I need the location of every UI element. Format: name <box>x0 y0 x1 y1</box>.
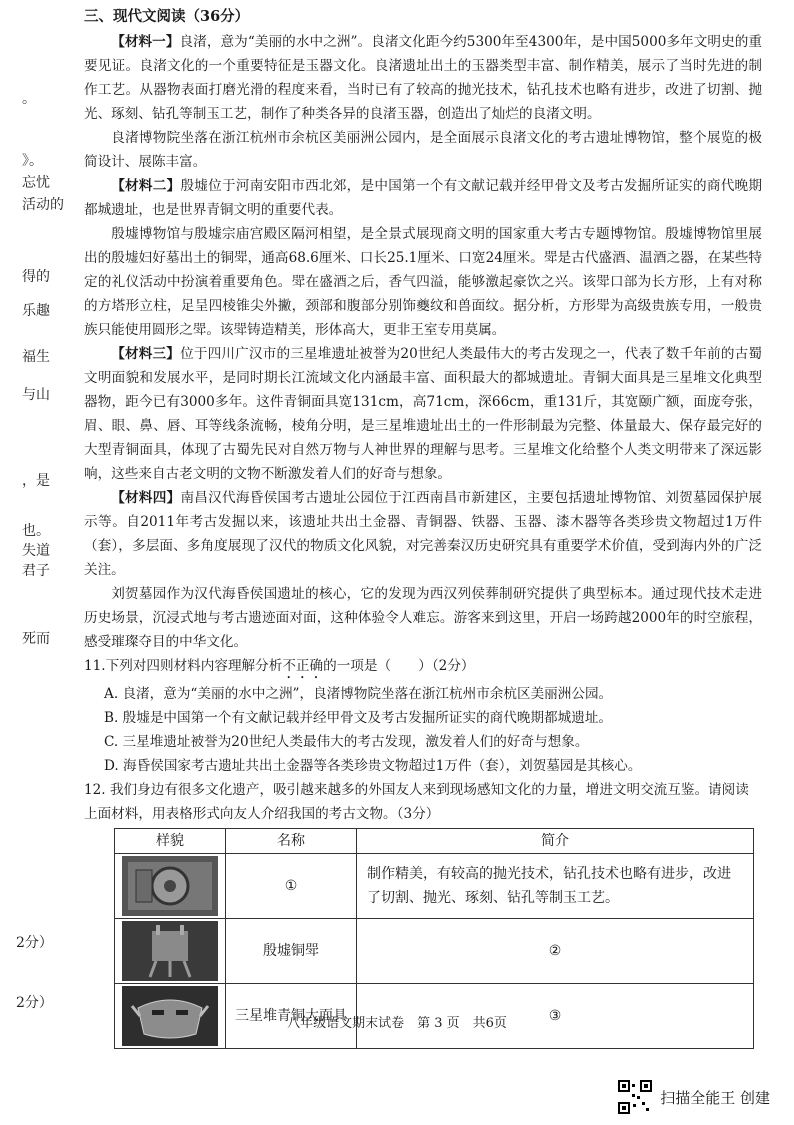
margin-fragment: 失道 <box>22 543 50 559</box>
material-paragraph <box>84 582 762 654</box>
material-label: 【材料一】 <box>111 34 180 50</box>
scanner-watermark <box>618 1080 770 1114</box>
material-label: 【材料四】 <box>111 490 181 506</box>
margin-fragment: 与山 <box>22 387 50 403</box>
margin-fragment: 。 <box>22 91 36 107</box>
section-title: 三、现代文阅读（36分） <box>84 8 250 25</box>
bronze-jia-image <box>122 921 218 981</box>
material-label: 【材料二】 <box>111 178 181 194</box>
material-text: 殷墟博物馆与殷墟宗庙宫殿区隔河相望，是全景式展现商文明的国家重大考古专题博物馆。殷墟博物馆里展出的殷墟妇好墓出土的铜斝，通高68.6厘米、口长25.1厘米、口宽24厘米。斝是古代盛酒、温酒之器，在某些特定的礼仪活动中扮演着重要角色。斝在盛酒之后，香气四溢，能够激起豪饮之兴。该斝口部为长方形，上有对称的方塔形立柱，足呈四棱锥尖外撇，颈部和腹部分别饰夔纹和兽面纹。据分析，方形斝为高级贵族专用，一般贵族只能使用圆形之斝。该斝铸造精美，形体高大，更非王室专用莫属。 <box>84 226 762 338</box>
material-paragraph <box>84 30 762 126</box>
margin-fragment: ，是 <box>22 473 50 489</box>
material-paragraph <box>84 126 762 174</box>
material-paragraph <box>84 174 762 222</box>
jade-artifact-image <box>122 856 218 916</box>
answer-option: B. 殷墟是中国第一个有文献记载并经甲骨文及考古发掘所证实的商代晚期都城遗址。 <box>104 710 613 726</box>
row3-name: 三星堆青铜大面具 <box>226 984 357 1049</box>
material-paragraph <box>84 486 762 582</box>
margin-fragment: 也。 <box>22 523 50 539</box>
materials <box>84 30 762 654</box>
material-text: 良渚，意为“美丽的水中之洲”。良渚文化距今约5300年至4300年，是中国5000多年文明史的重要见证。良渚文化的一个重要特征是玉器文化。良渚遗址出土的玉器类型丰富、制作精美，展示了当时先进的制作工艺。从器物表面打磨光滑的程度来看，当时已有了较高的抛光技术，钻孔技术也略有进步，改进了切割、抛光、琢刻、钻孔等制玉工艺，制作了种类各异的良渚玉器，创造出了灿烂的良渚文明。 <box>84 34 763 122</box>
margin-fragment: 得的 <box>22 269 50 285</box>
material-paragraph <box>84 222 762 342</box>
material-text: 刘贺墓园作为汉代海昏侯国遗址的核心，它的发现为西汉列侯葬制研究提供了典型标本。通过现代技术走进历史场景，沉浸式地与考古遗迹面对面，这种体验令人难忘。游客来到这里，开启一场跨越2000年的时空旅程，感受璀璨夺目的中华文化。 <box>84 586 762 650</box>
margin-fragment: 死而 <box>22 631 50 647</box>
material-text: 殷墟位于河南安阳市西北郊，是中国第一个有文献记载并经甲骨文及考古发掘所证实的商代晚期都城遗址，也是世界青铜文明的重要代表。 <box>84 178 762 218</box>
row1-intro: 制作精美，有较高的抛光技术，钻孔技术也略有进步，改进了切割、抛光、琢刻、钻孔等制玉工艺。 <box>357 854 754 919</box>
margin-fragment: 福生 <box>22 349 50 365</box>
row3-intro: ③ <box>357 984 754 1049</box>
material-paragraph <box>84 342 762 486</box>
margin-fragment: 君子 <box>22 563 50 579</box>
margin-fragment: 乐趣 <box>22 303 50 319</box>
table-header-row <box>115 829 754 854</box>
margin-fragment: 2分） <box>16 995 53 1011</box>
qr-code-icon <box>618 1080 652 1114</box>
emphasized-word: 不正确 <box>282 658 324 674</box>
row2-name: 殷墟铜斝 <box>226 919 357 984</box>
header-name: 名称 <box>226 829 357 854</box>
answer-option: C. 三星堆遗址被誉为20世纪人类最伟大的考古发现，激发着人们的好奇与想象。 <box>104 734 589 750</box>
answer-option: D. 海昏侯国家考古遗址共出土金器等各类珍贵文物超过1万件（套），刘贺墓园是其核心。 <box>104 758 642 774</box>
header-intro: 简介 <box>357 829 754 854</box>
watermark-text: 扫描全能王 创建 <box>660 1088 770 1107</box>
material-text: 位于四川广汉市的三星堆遗址被誉为20世纪人类最伟大的考古发现之一，代表了数千年前的古蜀文明面貌和发展水平，是同时期长江流域文化内涵最丰富、面积最大的都城遗址。青铜大面具是三星堆文化典型器物，距今已有3000多年。这件青铜面具宽131cm，高71cm，深66cm，重131斤，其宽颐广额，面庞夸张，眉、眼、鼻、唇、耳等线条流畅，棱角分明，是三星堆遗址出土的一件形制最为完整、体量最大、保存最完好的大型青铜面具，体现了古蜀先民对自然万物与人神世界的理解与思考。三星堆文化给整个人类文明带来了深远影响，这些来自古老文明的文物不断激发着人们的好奇与想象。 <box>84 346 763 482</box>
material-label: 【材料三】 <box>111 346 181 362</box>
material-text: 良渚博物院坐落在浙江杭州市余杭区美丽洲公园内，是全面展示良渚文化的考古遗址博物馆，整个展览的极简设计、展陈丰富。 <box>84 130 762 170</box>
margin-fragment: 》。 <box>22 153 43 169</box>
question-12-stem: 12. 我们身边有很多文化遗产，吸引越来越多的外国友人来到现场感知文化的力量，增进文明交流互鉴。请阅读上面材料，用表格形式向友人介绍我国的考古文物。（3分） <box>84 782 749 822</box>
row1-name: ① <box>226 854 357 919</box>
jade-photo <box>115 854 226 919</box>
row2-intro: ② <box>357 919 754 984</box>
margin-fragment: 活动的 <box>22 197 64 213</box>
main-content <box>84 4 762 1049</box>
page-footer: 八年级语文期末试卷 第 3 页 共6页 <box>287 1016 507 1031</box>
margin-fragment: 忘忧 <box>22 175 50 191</box>
material-text: 南昌汉代海昏侯国考古遗址公园位于江西南昌市新建区，主要包括遗址博物馆、刘贺墓园保护展示等。自2011年考古发掘以来，该遗址共出土金器、青铜器、铁器、玉器、漆木器等各类珍贵文物超过1万件（套），多层面、多角度展现了汉代的物质文化风貌，对完善秦汉历史研究具有重要学术价值，受到海内外的广泛关注。 <box>84 490 762 578</box>
table-row <box>115 854 754 919</box>
table-row <box>115 919 754 984</box>
answer-option: A. 良渚，意为“美丽的水中之洲”，良渚博物院坐落在浙江杭州市余杭区美丽洲公园。 <box>104 686 613 702</box>
header-appearance: 样貌 <box>115 829 226 854</box>
question-11-options <box>84 682 762 778</box>
margin-fragment: 2分） <box>16 935 53 951</box>
bronze-jia-photo <box>115 919 226 984</box>
question-11-stem: 11.下列对四则材料内容理解分析不正确的一项是（ ）（2分） <box>84 658 475 674</box>
